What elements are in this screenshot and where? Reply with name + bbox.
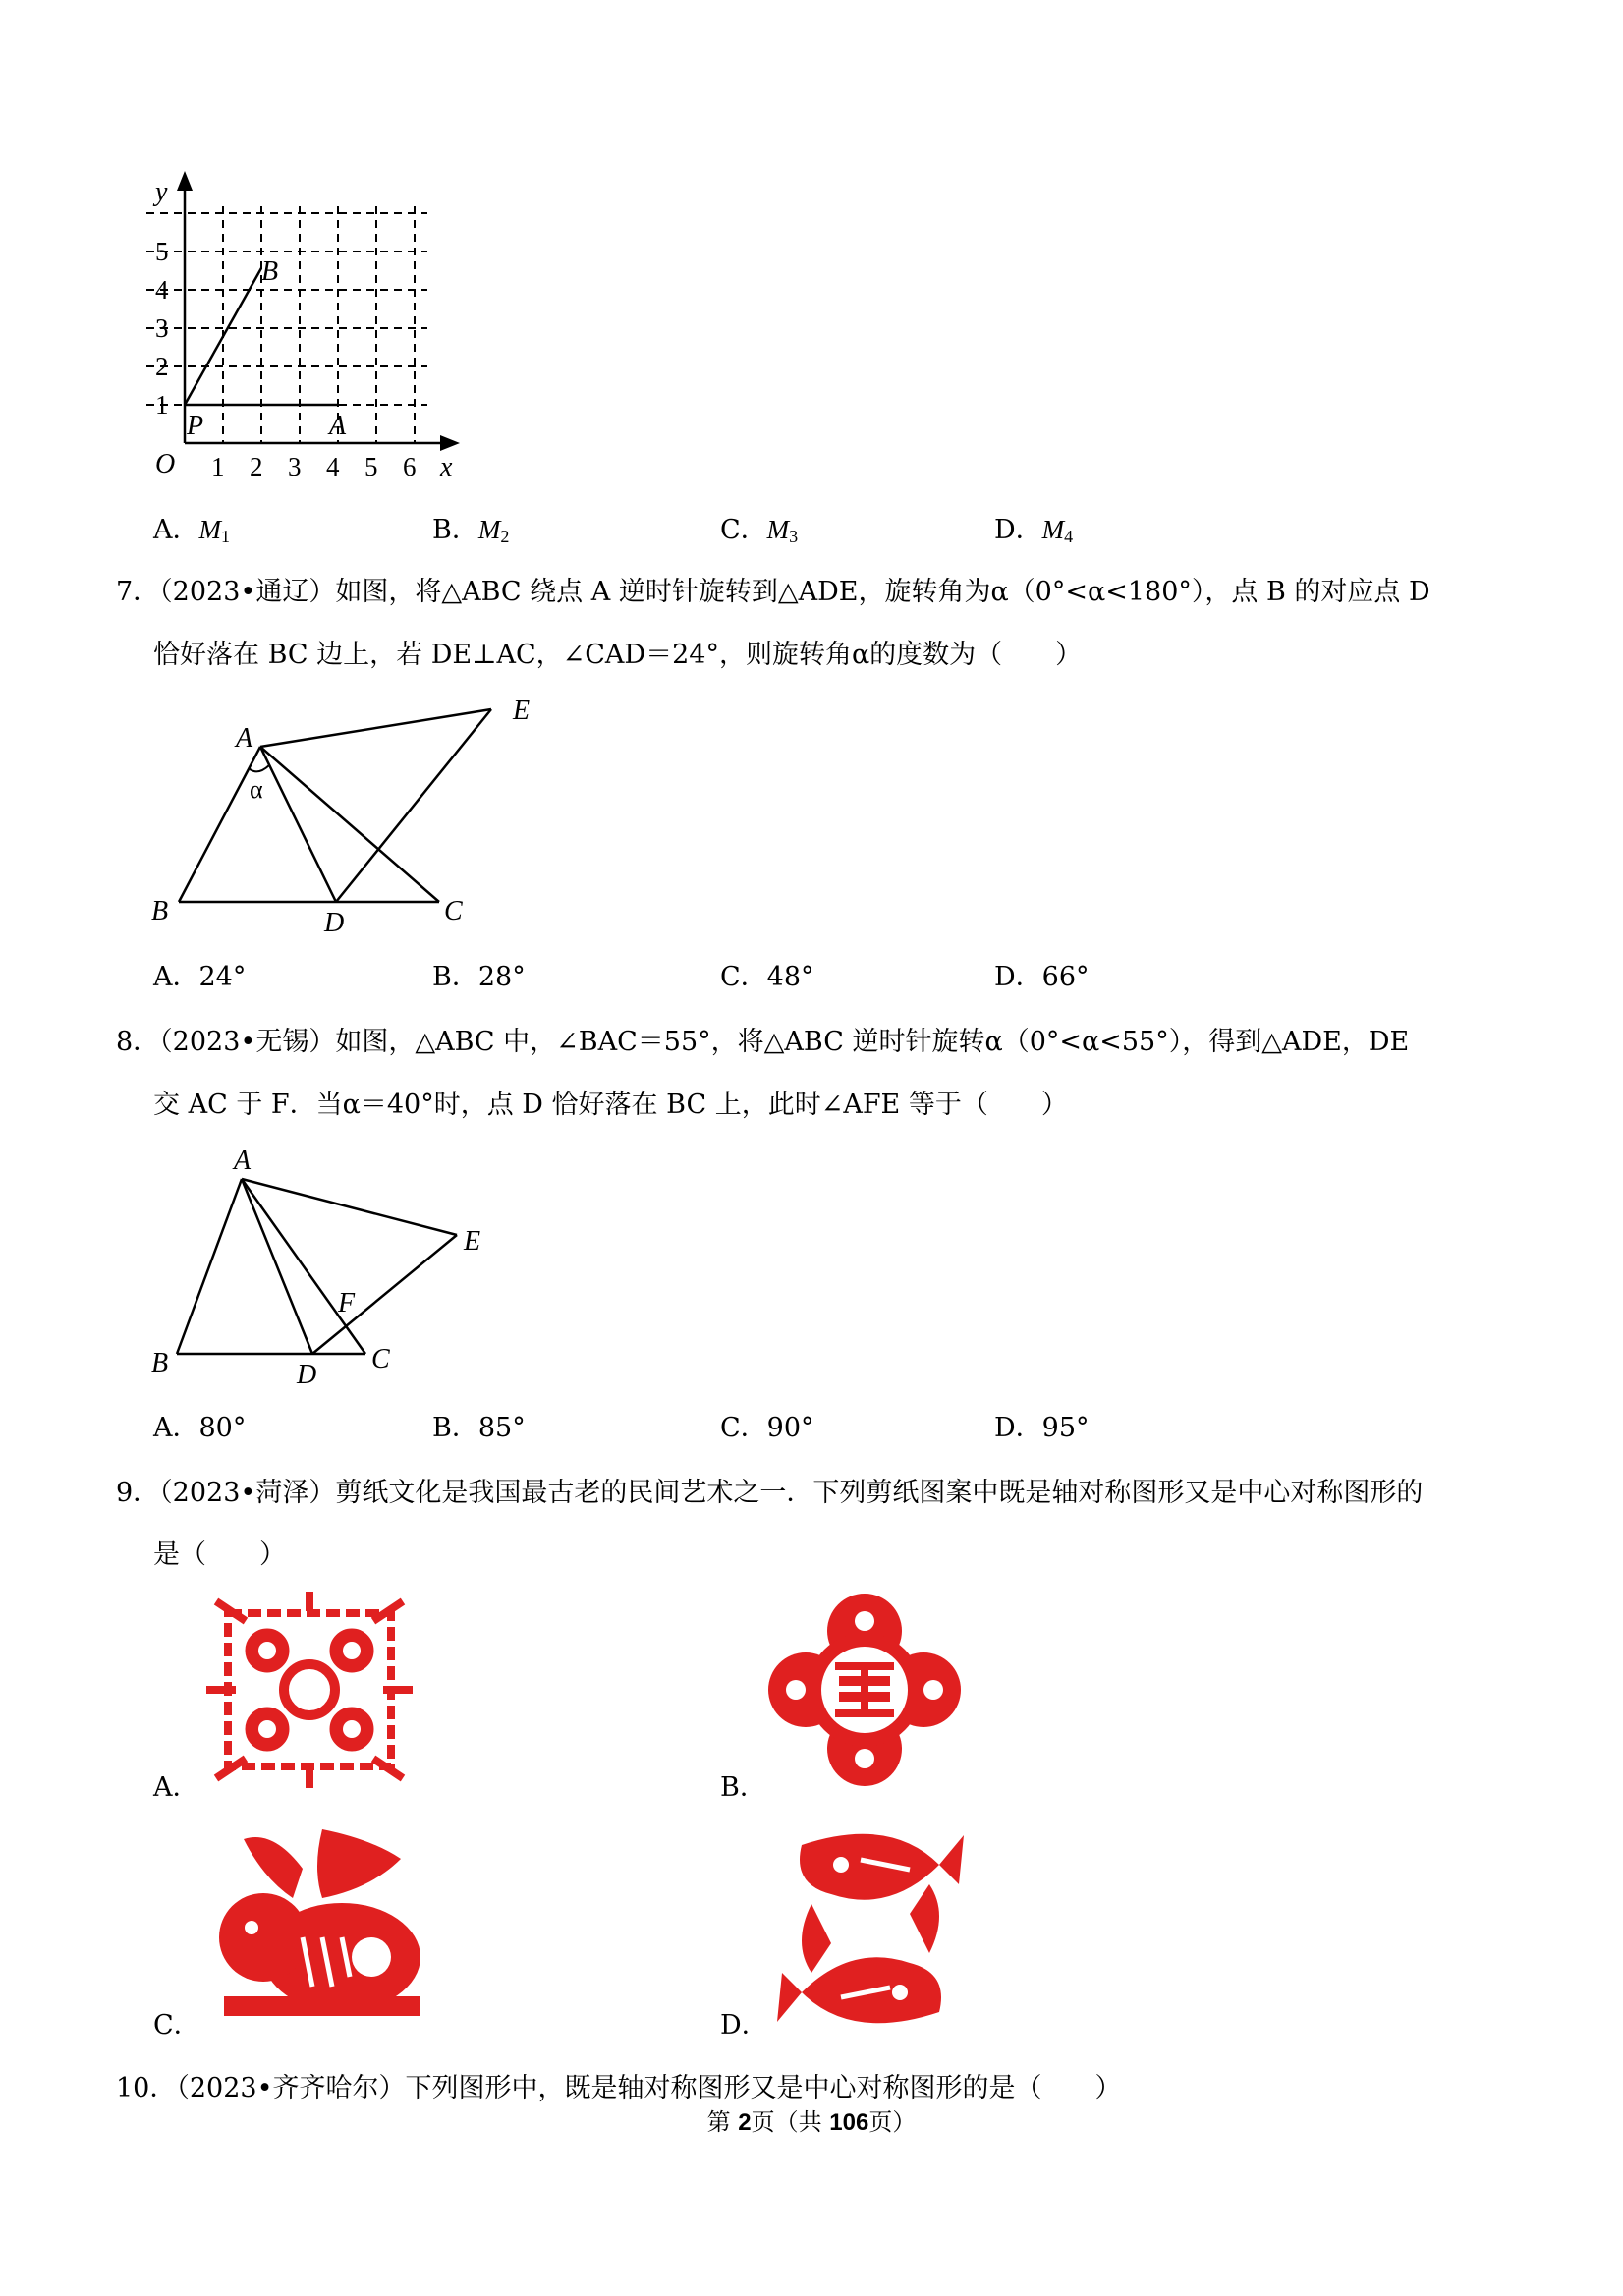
footer-suffix: 页） xyxy=(868,2108,917,2136)
q7-label-b: B xyxy=(151,896,169,926)
q6-option-c-sub: 3 xyxy=(789,527,799,546)
q7-option-a[interactable]: A．24° xyxy=(153,962,247,992)
q6-option-b-letter: B． xyxy=(432,515,478,545)
q9-line-1: 9．（2023•菏泽）剪纸文化是我国最古老的民间艺术之一．下列剪纸图案中既是轴对称图形又是中心对称图形的 xyxy=(116,1478,1424,1508)
q6-option-b-var: M xyxy=(477,515,501,544)
x-tick-2: 2 xyxy=(250,452,263,481)
q8-triangle-figure xyxy=(138,1140,511,1395)
q9-option-c-papercut-image xyxy=(204,1829,430,2026)
q6-option-a[interactable] xyxy=(153,517,230,545)
q8-option-d[interactable]: D．95° xyxy=(994,1413,1090,1443)
q6-option-a-letter: A． xyxy=(153,515,199,545)
q7-option-c[interactable]: C．48° xyxy=(720,962,814,992)
q8-option-c[interactable]: C．90° xyxy=(720,1413,814,1443)
point-b-label: B xyxy=(261,256,279,287)
q7-label-alpha: α xyxy=(250,775,263,804)
q8-option-a[interactable]: A．80° xyxy=(153,1413,247,1443)
q8-label-f: F xyxy=(338,1288,356,1318)
q7-triangle-figure xyxy=(138,688,550,943)
q9-option-d-papercut-image xyxy=(772,1825,969,2032)
q7-label-e: E xyxy=(513,696,531,726)
q7-label-a: A xyxy=(236,723,253,754)
q6-option-d[interactable] xyxy=(994,517,1073,545)
x-axis-label: x xyxy=(440,452,453,482)
q6-option-a-sub: 1 xyxy=(221,527,230,546)
q8-label-c: C xyxy=(371,1344,390,1374)
q9-option-c[interactable]: C． xyxy=(153,2010,200,2041)
page-footer xyxy=(0,2110,1623,2135)
q8-line-2: 交 AC 于 F．当α＝40°时，点 D 恰好落在 BC 上，此时∠AFE 等于（ ） xyxy=(153,1090,1068,1120)
q8-label-b: B xyxy=(151,1348,169,1378)
footer-page-number: 2 xyxy=(738,2109,752,2136)
q6-option-c-var: M xyxy=(766,515,790,544)
y-tick-2: 2 xyxy=(155,352,169,381)
y-axis-label: y xyxy=(155,177,168,207)
y-tick-3: 3 xyxy=(155,313,169,343)
y-tick-5: 5 xyxy=(155,237,169,266)
y-tick-1: 1 xyxy=(155,390,169,420)
q6-option-d-var: M xyxy=(1041,515,1065,544)
q7-label-d: D xyxy=(324,908,345,938)
point-p-label: P xyxy=(187,411,204,441)
q7-line-2: 恰好落在 BC 边上，若 DE⊥AC，∠CAD＝24°，则旋转角α的度数为（ ） xyxy=(153,640,1083,670)
q6-option-d-sub: 4 xyxy=(1064,527,1074,546)
footer-mid: 页（共 xyxy=(751,2108,830,2136)
q7-label-c: C xyxy=(444,896,463,926)
y-tick-4: 4 xyxy=(155,275,169,305)
q6-option-b[interactable] xyxy=(432,517,509,545)
q6-option-a-var: M xyxy=(198,515,221,544)
q6-coordinate-graph xyxy=(138,167,472,491)
q6-option-b-sub: 2 xyxy=(500,527,510,546)
footer-prefix: 第 xyxy=(706,2108,739,2136)
x-tick-1: 1 xyxy=(211,452,225,481)
q9-line-2: 是（ ） xyxy=(153,1540,286,1570)
x-tick-3: 3 xyxy=(288,452,302,481)
q9-option-b[interactable]: B． xyxy=(720,1772,766,1803)
q9-option-a-papercut-image xyxy=(206,1592,413,1788)
q8-line-1: 8．（2023•无锡）如图，△ABC 中，∠BAC＝55°，将△ABC 逆时针旋转α（0°<α<55°），得到△ADE，DE xyxy=(116,1027,1410,1057)
x-tick-6: 6 xyxy=(403,452,417,481)
q8-label-a: A xyxy=(234,1146,252,1176)
x-tick-5: 5 xyxy=(364,452,378,481)
q8-label-e: E xyxy=(464,1226,481,1257)
origin-label: O xyxy=(155,449,176,479)
q6-option-c[interactable] xyxy=(720,517,798,545)
q9-option-b-papercut-image xyxy=(766,1592,963,1788)
x-tick-4: 4 xyxy=(326,452,340,481)
footer-total-pages: 106 xyxy=(829,2109,869,2136)
q8-label-d: D xyxy=(297,1360,317,1390)
q6-option-d-letter: D． xyxy=(994,515,1042,545)
q9-option-a[interactable]: A． xyxy=(153,1772,199,1803)
q7-option-b[interactable]: B．28° xyxy=(432,962,526,992)
q8-option-b[interactable]: B．85° xyxy=(432,1413,526,1443)
q9-option-d[interactable]: D． xyxy=(720,2010,768,2041)
q6-option-c-letter: C． xyxy=(720,515,767,545)
q7-option-d[interactable]: D．66° xyxy=(994,962,1090,992)
q7-line-1: 7．（2023•通辽）如图，将△ABC 绕点 A 逆时针旋转到△ADE，旋转角为α（0°<α<180°），点 B 的对应点 D xyxy=(116,577,1430,607)
q10-line-1: 10．（2023•齐齐哈尔）下列图形中，既是轴对称图形又是中心对称图形的是（ ） xyxy=(116,2073,1122,2103)
point-a-label: A xyxy=(329,411,347,441)
